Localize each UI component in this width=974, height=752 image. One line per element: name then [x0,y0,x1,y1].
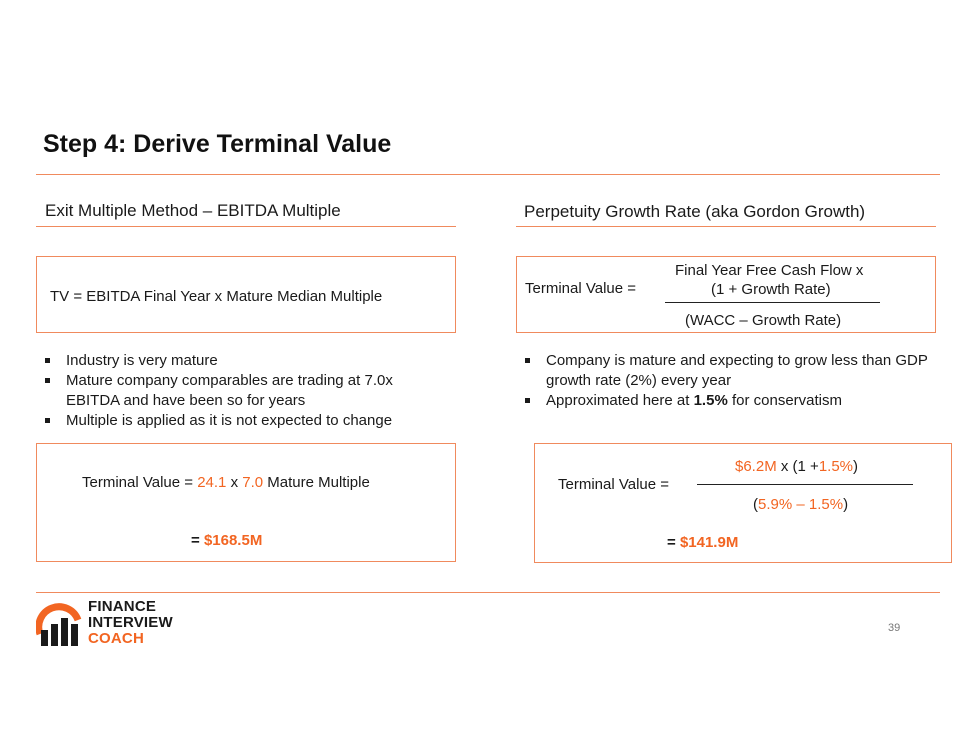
bullet-text: Approximated here at [546,392,694,409]
result-eq: = [191,532,204,549]
numerator-mid: x (1 + [776,458,819,475]
final-ebitda-value: 24.1 [197,474,227,491]
gordon-numerator-line2: (1 + Growth Rate) [711,281,831,298]
logo-line-2: INTERVIEW [88,614,173,631]
gordon-formula-box [516,256,936,333]
den-close: ) [843,496,849,513]
growth-rate-emphasis: 1.5% [693,392,728,409]
exit-multiple-calc-box [36,443,456,562]
wacc-minus-growth: 5.9% – 1.5% [758,496,844,513]
calc-operator: x [226,474,243,491]
left-section-heading: Exit Multiple Method – EBITDA Multiple [45,201,341,220]
bullet-text: for conservatism [727,392,842,409]
gordon-calc-fraction-bar [697,484,913,485]
calc-label: Terminal Value = [82,474,198,491]
exit-multiple-calc [82,474,370,491]
right-bullet-list [516,351,936,411]
gordon-result-value: $141.9M [679,534,739,551]
gordon-fraction-bar [665,302,880,303]
logo-mark-icon [36,600,82,646]
gordon-calc-box [534,443,952,563]
slide-title: Step 4: Derive Terminal Value [43,130,392,158]
growth-rate-value: 1.5% [818,458,854,475]
gordon-formula-label: Terminal Value = [525,280,637,297]
exit-multiple-formula: TV = EBITDA Final Year x Mature Median Multiple [50,288,383,305]
gordon-calc-result [667,534,738,551]
exit-multiple-result [191,532,262,549]
page-number: 39 [888,622,901,634]
right-heading-underline [516,226,936,227]
calc-suffix: Mature Multiple [263,474,370,491]
gordon-denominator: (WACC – Growth Rate) [685,312,842,329]
list-item: Industry is very mature [36,351,446,371]
list-item: Company is mature and expecting to grow less than GDP growth rate (2%) every year [516,351,936,391]
exit-multiple-formula-box [36,256,456,333]
list-item: Multiple is applied as it is not expected to change [36,411,446,431]
right-section-heading: Perpetuity Growth Rate (aka Gordon Growth) [524,202,866,221]
gordon-calc-label: Terminal Value = [558,476,670,493]
title-divider [36,174,940,175]
gordon-numerator-line1: Final Year Free Cash Flow x [675,262,864,279]
multiple-value: 7.0 [242,474,264,491]
gordon-calc-denominator [753,496,848,513]
exit-multiple-result-value: $168.5M [203,532,263,549]
numerator-close: ) [853,458,859,475]
den-open: ( [753,496,758,513]
footer-divider [36,592,940,593]
logo [36,598,186,650]
list-item: Mature company comparables are trading at 7.0x EBITDA and have been so for years [36,371,446,411]
list-item [516,391,936,411]
left-heading-underline [36,226,456,227]
result-eq: = [667,534,680,551]
logo-line-3: COACH [88,630,144,647]
logo-line-1: FINANCE [88,598,157,615]
gordon-calc-numerator [735,458,858,475]
left-bullet-list [36,351,446,431]
final-fcf-value: $6.2M [735,458,777,475]
